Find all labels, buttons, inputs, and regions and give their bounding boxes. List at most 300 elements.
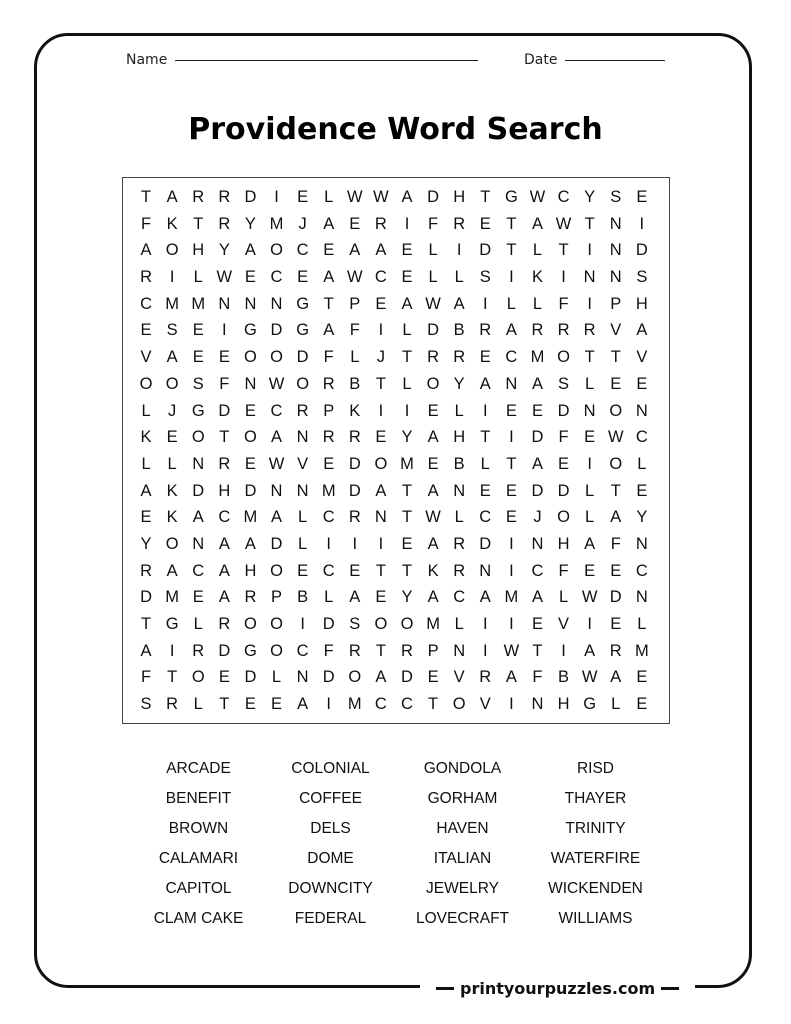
grid-letter[interactable]: T xyxy=(506,214,517,233)
grid-letter[interactable]: W xyxy=(529,188,546,206)
grid-letter[interactable]: N xyxy=(583,401,596,420)
grid-letter[interactable]: A xyxy=(636,321,648,340)
grid-letter[interactable]: J xyxy=(298,214,307,233)
grid-letter[interactable]: V xyxy=(610,321,622,340)
grid-letter[interactable]: I xyxy=(587,241,592,260)
grid-letter[interactable]: G xyxy=(296,294,310,313)
grid-letter[interactable]: L xyxy=(532,294,543,313)
grid-letter[interactable]: T xyxy=(375,374,386,393)
grid-letter[interactable]: C xyxy=(218,508,231,527)
grid-letter[interactable]: F xyxy=(610,534,621,553)
grid-letter[interactable]: Y xyxy=(218,241,230,260)
grid-letter[interactable]: L xyxy=(558,588,569,607)
grid-letter[interactable]: R xyxy=(557,321,570,340)
grid-letter[interactable]: I xyxy=(561,641,566,660)
grid-letter[interactable]: E xyxy=(375,294,387,313)
grid-letter[interactable]: L xyxy=(193,695,203,714)
grid-letter[interactable]: L xyxy=(324,188,334,206)
grid-letter[interactable]: E xyxy=(244,268,256,287)
grid-letter[interactable]: O xyxy=(244,615,257,633)
grid-letter[interactable]: N xyxy=(453,481,466,500)
grid-letter[interactable]: M xyxy=(347,695,362,714)
grid-letter[interactable]: D xyxy=(427,321,440,340)
grid-letter[interactable]: T xyxy=(401,508,413,527)
grid-letter[interactable]: T xyxy=(506,241,517,260)
grid-letter[interactable]: I xyxy=(404,214,410,233)
grid-letter[interactable]: W xyxy=(425,294,441,313)
grid-letter[interactable]: T xyxy=(375,561,386,580)
grid-letter[interactable]: O xyxy=(191,428,205,447)
grid-letter[interactable]: L xyxy=(402,374,412,393)
grid-letter[interactable]: E xyxy=(636,374,648,393)
grid-letter[interactable]: E xyxy=(558,454,570,473)
grid-letter[interactable]: C xyxy=(479,508,492,527)
grid-letter[interactable]: L xyxy=(637,615,647,633)
grid-letter[interactable]: J xyxy=(533,508,542,527)
grid-letter[interactable]: T xyxy=(428,695,439,714)
grid-letter[interactable]: A xyxy=(375,481,387,500)
grid-letter[interactable]: B xyxy=(453,321,465,340)
grid-letter[interactable]: L xyxy=(193,268,203,287)
grid-letter[interactable]: W xyxy=(216,268,233,287)
grid-letter[interactable]: R xyxy=(479,668,492,687)
grid-letter[interactable]: E xyxy=(401,268,413,287)
grid-letter[interactable]: E xyxy=(375,588,387,607)
grid-letter[interactable]: N xyxy=(192,454,205,473)
grid-letter[interactable]: E xyxy=(166,428,178,447)
grid-letter[interactable]: A xyxy=(271,428,283,447)
grid-letter[interactable]: A xyxy=(140,481,152,500)
grid-letter[interactable]: T xyxy=(480,188,491,206)
grid-letter[interactable]: T xyxy=(219,695,230,714)
grid-letter[interactable]: N xyxy=(296,668,309,687)
grid-letter[interactable]: S xyxy=(192,374,204,393)
grid-letter[interactable]: S xyxy=(140,695,152,714)
grid-letter[interactable]: E xyxy=(323,241,335,260)
grid-letter[interactable]: M xyxy=(400,454,414,473)
grid-letter[interactable]: R xyxy=(322,428,335,447)
grid-letter[interactable]: I xyxy=(509,615,514,633)
grid-letter[interactable]: E xyxy=(479,348,491,367)
grid-letter[interactable]: A xyxy=(531,588,543,607)
grid-letter[interactable]: D xyxy=(609,588,622,607)
grid-letter[interactable]: O xyxy=(270,561,283,580)
grid-letter[interactable]: C xyxy=(296,241,309,260)
grid-letter[interactable]: S xyxy=(558,374,570,393)
grid-letter[interactable]: B xyxy=(349,374,361,393)
grid-letter[interactable]: V xyxy=(453,668,465,687)
grid-letter[interactable]: M xyxy=(504,588,519,607)
grid-letter[interactable]: O xyxy=(270,241,283,260)
grid-letter[interactable]: F xyxy=(323,641,334,660)
grid-letter[interactable]: C xyxy=(270,268,283,287)
grid-letter[interactable]: E xyxy=(427,668,439,687)
grid-letter[interactable]: A xyxy=(505,321,517,340)
grid-letter[interactable]: Y xyxy=(244,214,256,233)
grid-letter[interactable]: I xyxy=(378,321,384,340)
grid-letter[interactable]: E xyxy=(297,561,309,580)
grid-letter[interactable]: E xyxy=(636,668,648,687)
grid-letter[interactable]: L xyxy=(454,615,464,633)
grid-letter[interactable]: F xyxy=(219,374,230,393)
grid-letter[interactable]: Y xyxy=(401,428,413,447)
grid-letter[interactable]: E xyxy=(192,348,204,367)
grid-letter[interactable]: D xyxy=(322,615,335,633)
grid-letter[interactable]: A xyxy=(297,695,309,714)
grid-letter[interactable]: I xyxy=(222,321,227,340)
grid-letter[interactable]: E xyxy=(349,561,361,580)
grid-letter[interactable]: R xyxy=(192,641,205,660)
grid-letter[interactable]: R xyxy=(453,348,466,367)
grid-letter[interactable]: B xyxy=(558,668,570,687)
grid-letter[interactable]: N xyxy=(244,374,257,393)
grid-letter[interactable]: I xyxy=(509,534,514,553)
grid-letter[interactable]: H xyxy=(192,241,205,260)
grid-letter[interactable]: L xyxy=(532,241,543,260)
grid-letter[interactable]: J xyxy=(168,401,177,420)
grid-letter[interactable]: A xyxy=(323,268,335,287)
grid-letter[interactable]: E xyxy=(349,214,361,233)
grid-letter[interactable]: V xyxy=(297,454,309,473)
grid-letter[interactable]: M xyxy=(165,294,180,313)
grid-letter[interactable]: B xyxy=(453,454,465,473)
grid-letter[interactable]: L xyxy=(141,401,151,420)
grid-letter[interactable]: L xyxy=(324,588,334,607)
grid-letter[interactable]: A xyxy=(244,534,256,553)
grid-letter[interactable]: G xyxy=(244,321,257,340)
grid-letter[interactable]: R xyxy=(609,641,622,660)
grid-letter[interactable]: O xyxy=(348,668,362,687)
grid-letter[interactable]: A xyxy=(218,561,230,580)
grid-letter[interactable]: M xyxy=(165,588,180,607)
grid-letter[interactable]: C xyxy=(401,695,413,714)
grid-letter[interactable]: D xyxy=(531,481,544,500)
grid-letter[interactable]: H xyxy=(635,294,648,313)
grid-letter[interactable]: W xyxy=(581,588,598,607)
grid-letter[interactable]: I xyxy=(509,268,514,287)
grid-letter[interactable]: A xyxy=(323,321,335,340)
grid-letter[interactable]: L xyxy=(611,695,621,714)
grid-letter[interactable]: T xyxy=(480,428,491,447)
grid-letter[interactable]: A xyxy=(427,588,439,607)
grid-letter[interactable]: L xyxy=(454,508,464,527)
grid-letter[interactable]: K xyxy=(349,401,361,420)
grid-letter[interactable]: W xyxy=(268,454,285,473)
grid-letter[interactable]: D xyxy=(531,428,544,447)
grid-letter[interactable]: I xyxy=(300,615,305,633)
grid-letter[interactable]: R xyxy=(192,188,205,206)
grid-letter[interactable]: A xyxy=(166,188,178,206)
grid-letter[interactable]: T xyxy=(506,454,517,473)
grid-letter[interactable]: E xyxy=(297,268,309,287)
grid-letter[interactable]: D xyxy=(427,188,440,206)
grid-letter[interactable]: P xyxy=(323,401,335,420)
grid-letter[interactable]: N xyxy=(531,534,544,553)
grid-letter[interactable]: L xyxy=(428,241,438,260)
grid-letter[interactable]: C xyxy=(557,188,570,206)
grid-letter[interactable]: O xyxy=(270,615,283,633)
grid-letter[interactable]: O xyxy=(557,508,570,527)
grid-letter[interactable]: R xyxy=(166,695,179,714)
grid-letter[interactable]: D xyxy=(270,534,283,553)
grid-letter[interactable]: E xyxy=(401,534,413,553)
grid-letter[interactable]: R xyxy=(218,214,231,233)
grid-letter[interactable]: O xyxy=(452,695,466,714)
grid-letter[interactable]: N xyxy=(609,241,622,260)
grid-letter[interactable]: Y xyxy=(453,374,465,393)
grid-letter[interactable]: H xyxy=(453,188,466,206)
grid-letter[interactable]: L xyxy=(428,268,438,287)
grid-letter[interactable]: N xyxy=(635,534,648,553)
grid-letter[interactable]: D xyxy=(296,348,309,367)
grid-letter[interactable]: T xyxy=(584,348,595,367)
grid-letter[interactable]: E xyxy=(479,481,491,500)
grid-letter[interactable]: I xyxy=(482,615,488,633)
grid-letter[interactable]: F xyxy=(558,561,569,580)
grid-letter[interactable]: O xyxy=(139,374,153,393)
grid-letter[interactable]: G xyxy=(191,401,205,420)
grid-letter[interactable]: G xyxy=(296,321,310,340)
grid-letter[interactable]: C xyxy=(635,561,648,580)
grid-letter[interactable]: A xyxy=(531,214,543,233)
grid-letter[interactable]: E xyxy=(401,241,413,260)
grid-letter[interactable]: N xyxy=(635,588,648,607)
grid-letter[interactable]: L xyxy=(585,508,595,527)
grid-letter[interactable]: I xyxy=(169,268,175,287)
grid-letter[interactable]: L xyxy=(167,454,177,473)
grid-letter[interactable]: E xyxy=(218,348,230,367)
grid-letter[interactable]: D xyxy=(270,321,283,340)
grid-letter[interactable]: L xyxy=(454,401,464,420)
grid-letter[interactable]: D xyxy=(218,401,231,420)
grid-letter[interactable]: D xyxy=(557,481,570,500)
grid-letter[interactable]: I xyxy=(509,695,514,714)
grid-letter[interactable]: R xyxy=(296,401,309,420)
grid-letter[interactable]: P xyxy=(271,588,283,607)
grid-letter[interactable]: A xyxy=(140,241,152,260)
grid-letter[interactable]: W xyxy=(347,188,363,206)
grid-letter[interactable]: E xyxy=(244,401,256,420)
grid-letter[interactable]: I xyxy=(169,641,175,660)
grid-letter[interactable]: I xyxy=(509,561,514,580)
grid-letter[interactable]: D xyxy=(479,534,492,553)
grid-letter[interactable]: C xyxy=(374,695,387,714)
grid-letter[interactable]: D xyxy=(140,588,152,607)
grid-letter[interactable]: F xyxy=(141,668,152,687)
grid-letter[interactable]: O xyxy=(374,454,388,473)
grid-letter[interactable]: F xyxy=(428,214,439,233)
grid-letter[interactable]: A xyxy=(349,588,361,607)
grid-letter[interactable]: E xyxy=(192,588,204,607)
grid-letter[interactable]: I xyxy=(587,294,592,313)
grid-letter[interactable]: T xyxy=(141,188,152,206)
grid-letter[interactable]: T xyxy=(401,348,413,367)
grid-letter[interactable]: E xyxy=(479,214,491,233)
grid-letter[interactable]: G xyxy=(583,695,597,714)
grid-letter[interactable]: O xyxy=(165,374,179,393)
grid-letter[interactable]: E xyxy=(636,695,648,714)
grid-letter[interactable]: L xyxy=(506,294,516,313)
grid-letter[interactable]: R xyxy=(322,374,335,393)
grid-letter[interactable]: I xyxy=(326,695,331,714)
grid-letter[interactable]: A xyxy=(192,508,204,527)
grid-letter[interactable]: A xyxy=(584,534,596,553)
grid-letter[interactable]: N xyxy=(296,481,309,500)
grid-letter[interactable]: R xyxy=(140,268,152,287)
grid-letter[interactable]: H xyxy=(557,695,570,714)
grid-letter[interactable]: C xyxy=(192,561,205,580)
grid-letter[interactable]: N xyxy=(583,268,596,287)
grid-letter[interactable]: T xyxy=(610,348,621,367)
grid-letter[interactable]: C xyxy=(322,561,335,580)
grid-letter[interactable]: N xyxy=(218,294,231,313)
grid-letter[interactable]: R xyxy=(401,641,413,660)
grid-letter[interactable]: R xyxy=(453,561,466,580)
grid-letter[interactable]: E xyxy=(218,668,230,687)
grid-letter[interactable]: W xyxy=(607,428,624,447)
grid-letter[interactable]: K xyxy=(531,268,543,287)
grid-letter[interactable]: A xyxy=(584,641,596,660)
grid-letter[interactable]: D xyxy=(322,668,335,687)
grid-letter[interactable]: R xyxy=(140,561,152,580)
grid-letter[interactable]: M xyxy=(321,481,336,500)
grid-letter[interactable]: A xyxy=(375,668,387,687)
grid-letter[interactable]: S xyxy=(166,321,178,340)
grid-letter[interactable]: A xyxy=(479,588,491,607)
grid-letter[interactable]: M xyxy=(191,294,206,313)
grid-letter[interactable]: L xyxy=(402,321,412,340)
grid-letter[interactable]: C xyxy=(635,428,648,447)
grid-letter[interactable]: J xyxy=(376,348,386,367)
grid-letter[interactable]: E xyxy=(584,561,596,580)
grid-letter[interactable]: A xyxy=(218,534,230,553)
grid-letter[interactable]: E xyxy=(636,188,648,206)
grid-letter[interactable]: R xyxy=(348,428,361,447)
grid-letter[interactable]: R xyxy=(583,321,596,340)
grid-letter[interactable]: M xyxy=(530,348,545,367)
grid-letter[interactable]: S xyxy=(479,268,491,287)
grid-letter[interactable]: C xyxy=(453,588,466,607)
grid-letter[interactable]: R xyxy=(453,214,466,233)
grid-letter[interactable]: R xyxy=(531,321,544,340)
grid-letter[interactable]: R xyxy=(218,188,231,206)
grid-letter[interactable]: W xyxy=(555,214,572,233)
grid-letter[interactable]: L xyxy=(271,668,282,687)
grid-letter[interactable]: D xyxy=(244,188,257,206)
grid-letter[interactable]: Y xyxy=(140,534,152,553)
grid-letter[interactable]: S xyxy=(349,615,361,633)
grid-letter[interactable]: E xyxy=(244,695,256,714)
grid-letter[interactable]: R xyxy=(348,641,361,660)
grid-letter[interactable]: L xyxy=(141,454,151,473)
grid-letter[interactable]: D xyxy=(401,668,413,687)
grid-letter[interactable]: C xyxy=(322,508,335,527)
grid-letter[interactable]: A xyxy=(531,454,543,473)
grid-letter[interactable]: D xyxy=(479,241,492,260)
grid-letter[interactable]: R xyxy=(453,534,466,553)
grid-letter[interactable]: A xyxy=(349,241,361,260)
grid-letter[interactable]: E xyxy=(636,481,648,500)
grid-letter[interactable]: T xyxy=(401,561,413,580)
grid-letter[interactable]: D xyxy=(557,401,570,420)
grid-letter[interactable]: T xyxy=(584,214,595,233)
grid-letter[interactable]: N xyxy=(192,534,205,553)
grid-letter[interactable]: E xyxy=(505,401,517,420)
grid-letter[interactable]: L xyxy=(193,615,203,633)
grid-letter[interactable]: E xyxy=(140,508,152,527)
grid-letter[interactable]: I xyxy=(587,615,592,633)
grid-letter[interactable]: I xyxy=(404,401,410,420)
grid-letter[interactable]: A xyxy=(453,294,465,313)
grid-letter[interactable]: T xyxy=(219,428,230,447)
grid-letter[interactable]: T xyxy=(375,641,386,660)
grid-letter[interactable]: R xyxy=(374,214,387,233)
grid-letter[interactable]: V xyxy=(636,348,648,367)
grid-letter[interactable]: O xyxy=(244,428,257,447)
grid-letter[interactable]: R xyxy=(244,588,257,607)
grid-letter[interactable]: L xyxy=(350,348,360,367)
grid-letter[interactable]: M xyxy=(426,615,440,633)
grid-letter[interactable]: K xyxy=(140,428,152,447)
grid-letter[interactable]: M xyxy=(269,214,284,233)
grid-letter[interactable]: E xyxy=(531,401,543,420)
grid-letter[interactable]: I xyxy=(456,241,462,260)
grid-letter[interactable]: A xyxy=(401,294,413,313)
grid-letter[interactable]: Y xyxy=(401,588,413,607)
grid-letter[interactable]: N xyxy=(609,268,622,287)
grid-letter[interactable]: P xyxy=(427,641,439,660)
grid-letter[interactable]: Y xyxy=(636,508,648,527)
grid-letter[interactable]: O xyxy=(557,348,570,367)
grid-letter[interactable]: C xyxy=(531,561,544,580)
grid-letter[interactable]: N xyxy=(635,401,648,420)
grid-letter[interactable]: N xyxy=(609,214,622,233)
grid-letter[interactable]: I xyxy=(587,454,592,473)
grid-letter[interactable]: N xyxy=(531,695,544,714)
grid-letter[interactable]: A xyxy=(140,641,152,660)
grid-letter[interactable]: S xyxy=(636,268,648,287)
grid-letter[interactable]: E xyxy=(610,615,622,633)
grid-letter[interactable]: L xyxy=(454,268,464,287)
grid-letter[interactable]: T xyxy=(610,481,621,500)
grid-letter[interactable]: A xyxy=(166,348,178,367)
grid-letter[interactable]: K xyxy=(166,214,178,233)
grid-letter[interactable]: T xyxy=(141,615,152,633)
grid-letter[interactable]: S xyxy=(610,188,622,206)
grid-letter[interactable]: P xyxy=(610,294,622,313)
grid-letter[interactable]: A xyxy=(271,508,283,527)
grid-letter[interactable]: E xyxy=(271,695,283,714)
grid-letter[interactable]: F xyxy=(141,214,152,233)
grid-letter[interactable]: E xyxy=(297,188,309,206)
grid-letter[interactable]: N xyxy=(453,641,466,660)
grid-letter[interactable]: F xyxy=(349,321,360,340)
grid-letter[interactable]: I xyxy=(352,534,358,553)
grid-letter[interactable]: E xyxy=(323,454,335,473)
grid-letter[interactable]: M xyxy=(634,641,649,660)
grid-letter[interactable]: O xyxy=(244,348,257,367)
grid-letter[interactable]: O xyxy=(270,348,283,367)
grid-letter[interactable]: E xyxy=(140,321,152,340)
grid-letter[interactable]: A xyxy=(610,508,622,527)
grid-letter[interactable]: O xyxy=(270,641,283,660)
grid-letter[interactable]: R xyxy=(427,348,440,367)
grid-letter[interactable]: A xyxy=(427,481,439,500)
grid-letter[interactable]: A xyxy=(166,561,178,580)
grid-letter[interactable]: O xyxy=(296,374,310,393)
grid-letter[interactable]: I xyxy=(326,534,331,553)
grid-letter[interactable]: I xyxy=(639,214,645,233)
